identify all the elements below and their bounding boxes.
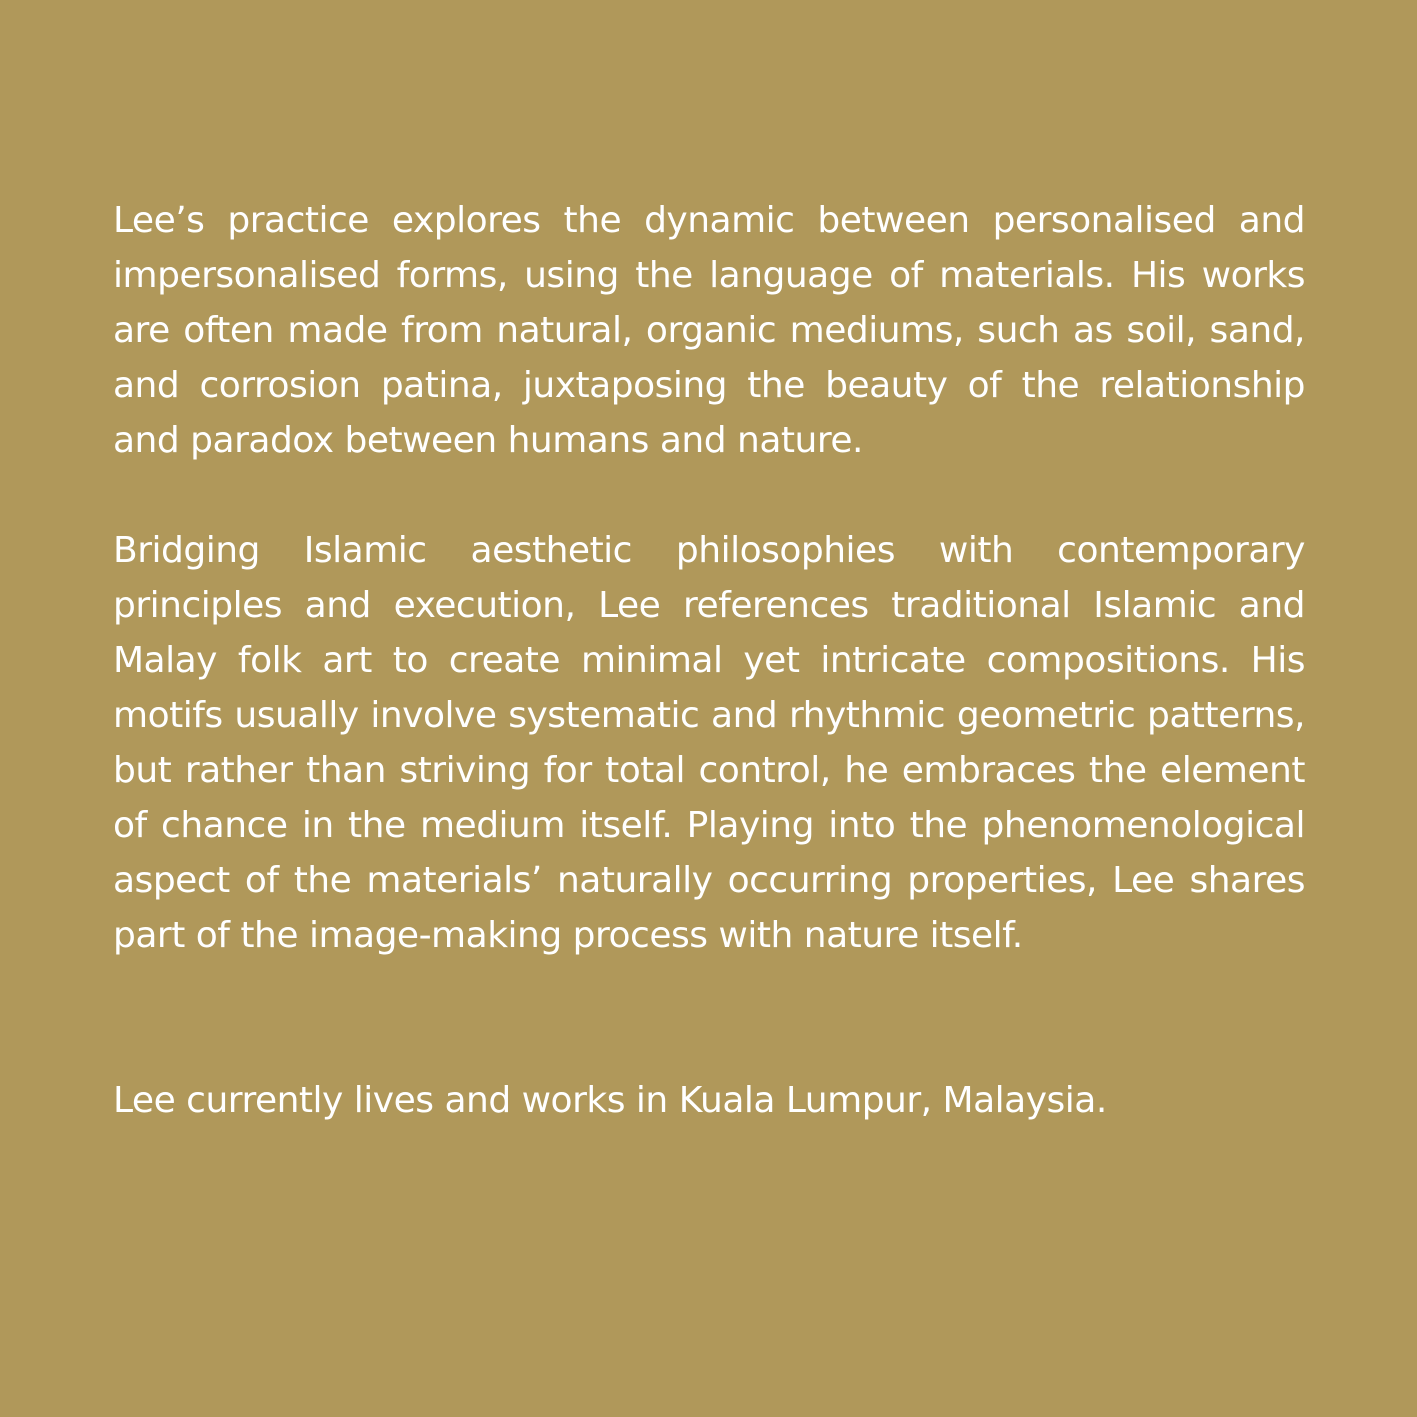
bio-paragraph-practice: Lee’s practice explores the dynamic between personalised and impersonalised forms, using the language of materials. His works are often made from natural, organic mediums, such as soil, sand, and corrosion patina, juxtaposing the beauty of the relationship and paradox between humans and nature. [113,200,1305,461]
bio-paragraph-location: Lee currently lives and works in Kuala Lumpur, Malaysia. [113,1080,1107,1121]
bio-paragraph-influences: Bridging Islamic aesthetic philosophies with contemporary principles and execution, Lee references traditional Islamic and Malay folk art to create minimal yet intricate compositions. His motifs usually involve systematic and rhythmic geometric patterns, but rather than striving for total control, he embraces the element of chance in the medium itself. Playing into the phenomenological aspect of the materials’ naturally occurring properties, Lee shares part of the image-making process with nature itself. [113,530,1305,956]
bio-text-block [113,193,1305,1128]
